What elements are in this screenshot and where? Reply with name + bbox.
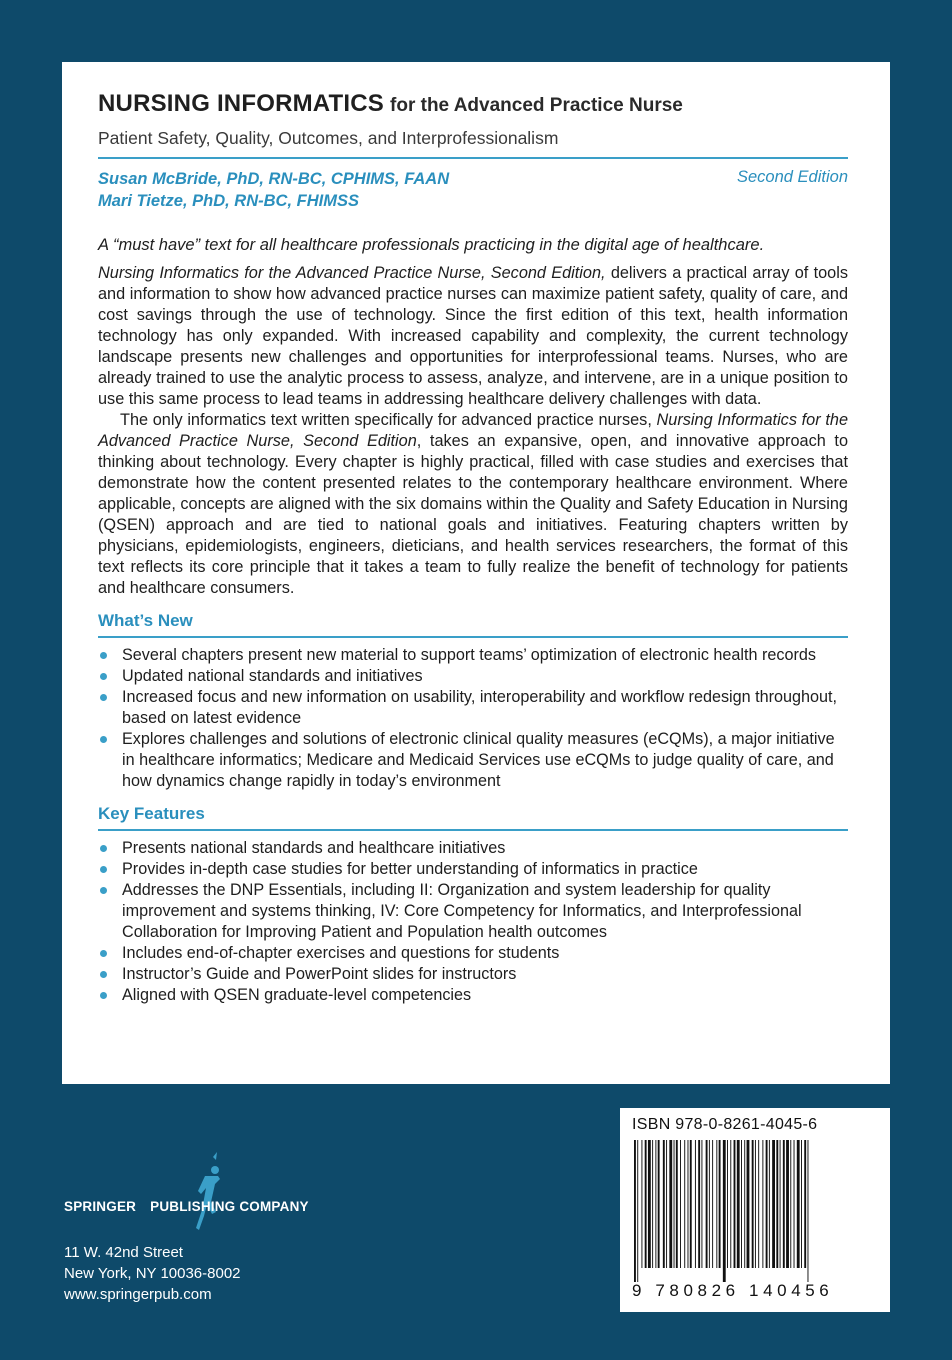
barcode-bar	[741, 1140, 742, 1268]
barcode-bar	[645, 1140, 647, 1268]
barcode-bar	[776, 1140, 778, 1268]
list-item-text: Updated national standards and initiatives	[122, 667, 423, 685]
whats-new-divider	[98, 636, 848, 638]
barcode-bar	[762, 1140, 763, 1268]
address-city: New York, NY 10036-8002	[64, 1265, 241, 1282]
barcode-bar	[744, 1140, 745, 1268]
barcode-bar	[634, 1140, 636, 1282]
barcode-bar	[674, 1140, 675, 1268]
para2-start: The only informatics text written specifically for advanced practice nurses,	[120, 411, 657, 429]
barcode-bar	[769, 1140, 770, 1268]
bullet-icon	[100, 845, 107, 852]
barcode-bar	[755, 1140, 756, 1268]
publisher-name	[64, 1199, 309, 1214]
barcode-bar	[790, 1140, 791, 1268]
bullet-icon	[100, 866, 107, 873]
list-item-text: Several chapters present new material to support teams’ optimization of electronic health records	[122, 646, 817, 664]
barcode-bar	[723, 1140, 726, 1282]
barcode-bar	[786, 1140, 789, 1268]
barcode-bar	[734, 1140, 736, 1268]
para2-book-title: Nursing Informatics for the Advanced Practice Nurse, Second Edition	[98, 411, 848, 450]
list-item	[98, 880, 848, 943]
key-features-divider	[98, 829, 848, 831]
barcode-bar	[663, 1140, 665, 1268]
list-item	[98, 666, 848, 687]
barcode-bar	[676, 1140, 678, 1268]
list-item-text: Includes end-of-chapter exercises and questions for students	[122, 944, 560, 962]
description-paragraph-1	[98, 263, 848, 410]
isbn-label: ISBN 978-0-8261-4045-6	[632, 1116, 818, 1133]
list-item	[98, 687, 848, 729]
publisher-name-right: PUBLISHING COMPANY	[150, 1199, 309, 1214]
list-item-text: Provides in-depth case studies for better understanding of informatics in practice	[122, 860, 698, 878]
author-2: Mari Tietze, PhD, RN-BC, FHIMSS	[98, 192, 359, 210]
bullet-icon	[100, 652, 107, 659]
book-title	[98, 90, 848, 118]
list-item	[98, 729, 848, 792]
publisher-name-left: SPRINGER	[64, 1199, 137, 1214]
author-list	[98, 168, 449, 212]
barcode-bar	[797, 1140, 800, 1268]
title-main: NURSING INFORMATICS	[98, 90, 385, 117]
barcode-bar	[658, 1140, 660, 1268]
list-item-text: Explores challenges and solutions of electronic clinical quality measures (eCQMs), a major initiative in healthcare informatics; Medicare and Medicaid Services use eCQMs to judge quality of care, and how dynamics change rapidly in today’s environment	[122, 730, 835, 790]
barcode-bar	[655, 1140, 656, 1268]
bullet-icon	[100, 673, 107, 680]
barcode-bar	[772, 1140, 775, 1268]
key-features-list	[98, 838, 848, 1006]
barcode-bar	[783, 1140, 785, 1268]
list-item-text: Instructor’s Guide and PowerPoint slides for instructors	[122, 965, 517, 983]
barcode-bar	[804, 1140, 806, 1268]
back-cover-panel	[62, 62, 890, 1084]
barcode-bar	[716, 1140, 717, 1268]
bullet-icon	[100, 950, 107, 957]
barcode-bar	[737, 1140, 740, 1268]
list-item	[98, 838, 848, 859]
barcode-number: 9 780826 140456	[632, 1281, 834, 1300]
author-1: Susan McBride, PhD, RN-BC, CPHIMS, FAAN	[98, 170, 450, 188]
list-item	[98, 964, 848, 985]
publisher-website: www.springerpub.com	[64, 1286, 212, 1303]
barcode-bar	[780, 1140, 781, 1268]
barcode-bar	[698, 1140, 700, 1268]
list-item	[98, 645, 848, 666]
title-rest: for the Advanced Practice Nurse	[390, 95, 683, 116]
address-street: 11 W. 42nd Street	[64, 1244, 183, 1261]
barcode-bar	[752, 1140, 754, 1268]
barcode-bar	[706, 1140, 708, 1268]
authors-row	[98, 168, 848, 212]
barcode-bar	[747, 1140, 750, 1268]
barcode-bar	[666, 1140, 667, 1268]
list-item-text: Addresses the DNP Essentials, including II: Organization and system leadership for quality improvement and systems thinking, IV: Core Competency for Informatics, and Interprofessional Collaboration for Improving Patient and Population health outcomes	[122, 881, 802, 941]
description-paragraph-2	[98, 410, 848, 599]
whats-new-list	[98, 645, 848, 792]
bullet-icon	[100, 887, 107, 894]
list-item-text: Presents national standards and healthcare initiatives	[122, 839, 506, 857]
barcode-bar	[684, 1140, 685, 1268]
bullet-icon	[100, 694, 107, 701]
barcode-icon	[632, 1140, 878, 1282]
barcode-bar	[730, 1140, 731, 1268]
barcode-bar	[766, 1140, 768, 1268]
barcode-bar	[695, 1140, 696, 1268]
barcode-bar	[794, 1140, 795, 1268]
springer-figure-icon	[196, 1152, 226, 1230]
edition-label: Second Edition	[737, 168, 848, 186]
para1-book-title: Nursing Informatics for the Advanced Practice Nurse, Second Edition,	[98, 264, 606, 282]
barcode-bar	[652, 1140, 653, 1268]
bullet-icon	[100, 992, 107, 999]
barcode-bar	[669, 1140, 672, 1268]
barcode-bar	[648, 1140, 651, 1268]
list-item	[98, 859, 848, 880]
list-item	[98, 985, 848, 1006]
barcode-bar	[712, 1140, 713, 1268]
barcode-bar	[641, 1140, 642, 1268]
publisher-logo	[64, 1152, 364, 1234]
para1-text: delivers a practical array of tools and information to show how advanced practice nurses can maximize patient safety, quality of care, and cost savings through the use of technology. Since the first edition of this text, health information technology has only expanded. With increased capability and complexity, the current technology landscape presents new challenges and opportunities for interprofessional teams. Nurses, who are already trained to use the analytic process to assess, analyze, and intervene, are in a unique position to use this same process to lead teams in addressing healthcare delivery challenges with data.	[98, 264, 848, 408]
barcode-bar	[727, 1140, 728, 1268]
isbn-barcode-box	[620, 1108, 890, 1312]
barcode-bar	[801, 1140, 802, 1268]
para2-text: , takes an expansive, open, and innovative approach to thinking about technology. Every chapter is highly practical, filled with case studies and exercises that demonstrate how the content presented relates to the contemporary healthcare environment. Where applicable, concepts are aligned with the six domains within the Quality and Safety Education in Nursing (QSEN) approach and are tied to national goals and initiatives. Featuring chapters written by physicians, epidemiologists, engineers, dieticians, and health services researchers, the format of this text reflects its core principle that it takes a team to fully realize the benefit of technology for patients and healthcare consumers.	[98, 432, 848, 597]
barcode-bar	[701, 1140, 702, 1268]
whats-new-heading: What’s New	[98, 611, 193, 630]
barcode-bar	[688, 1140, 689, 1268]
tagline: A “must have” text for all healthcare professionals practicing in the digital age of healthcare.	[98, 236, 765, 254]
publisher-address	[64, 1242, 241, 1305]
book-subtitle: Patient Safety, Quality, Outcomes, and Interprofessionalism	[98, 128, 559, 148]
list-item-text: Aligned with QSEN graduate-level competencies	[122, 986, 472, 1004]
barcode-bar	[719, 1140, 721, 1268]
barcode-bar	[680, 1140, 681, 1268]
list-item	[98, 943, 848, 964]
barcode-bar	[709, 1140, 710, 1268]
barcode-bar	[808, 1140, 809, 1282]
bullet-icon	[100, 736, 107, 743]
bullet-icon	[100, 971, 107, 978]
title-divider	[98, 157, 848, 159]
barcode-bar	[758, 1140, 759, 1268]
list-item-text: Increased focus and new information on usability, interoperability and workflow redesign throughout, based on latest evidence	[122, 688, 838, 727]
key-features-heading: Key Features	[98, 804, 205, 823]
barcode-bar	[690, 1140, 692, 1268]
barcode-bar	[637, 1140, 638, 1282]
